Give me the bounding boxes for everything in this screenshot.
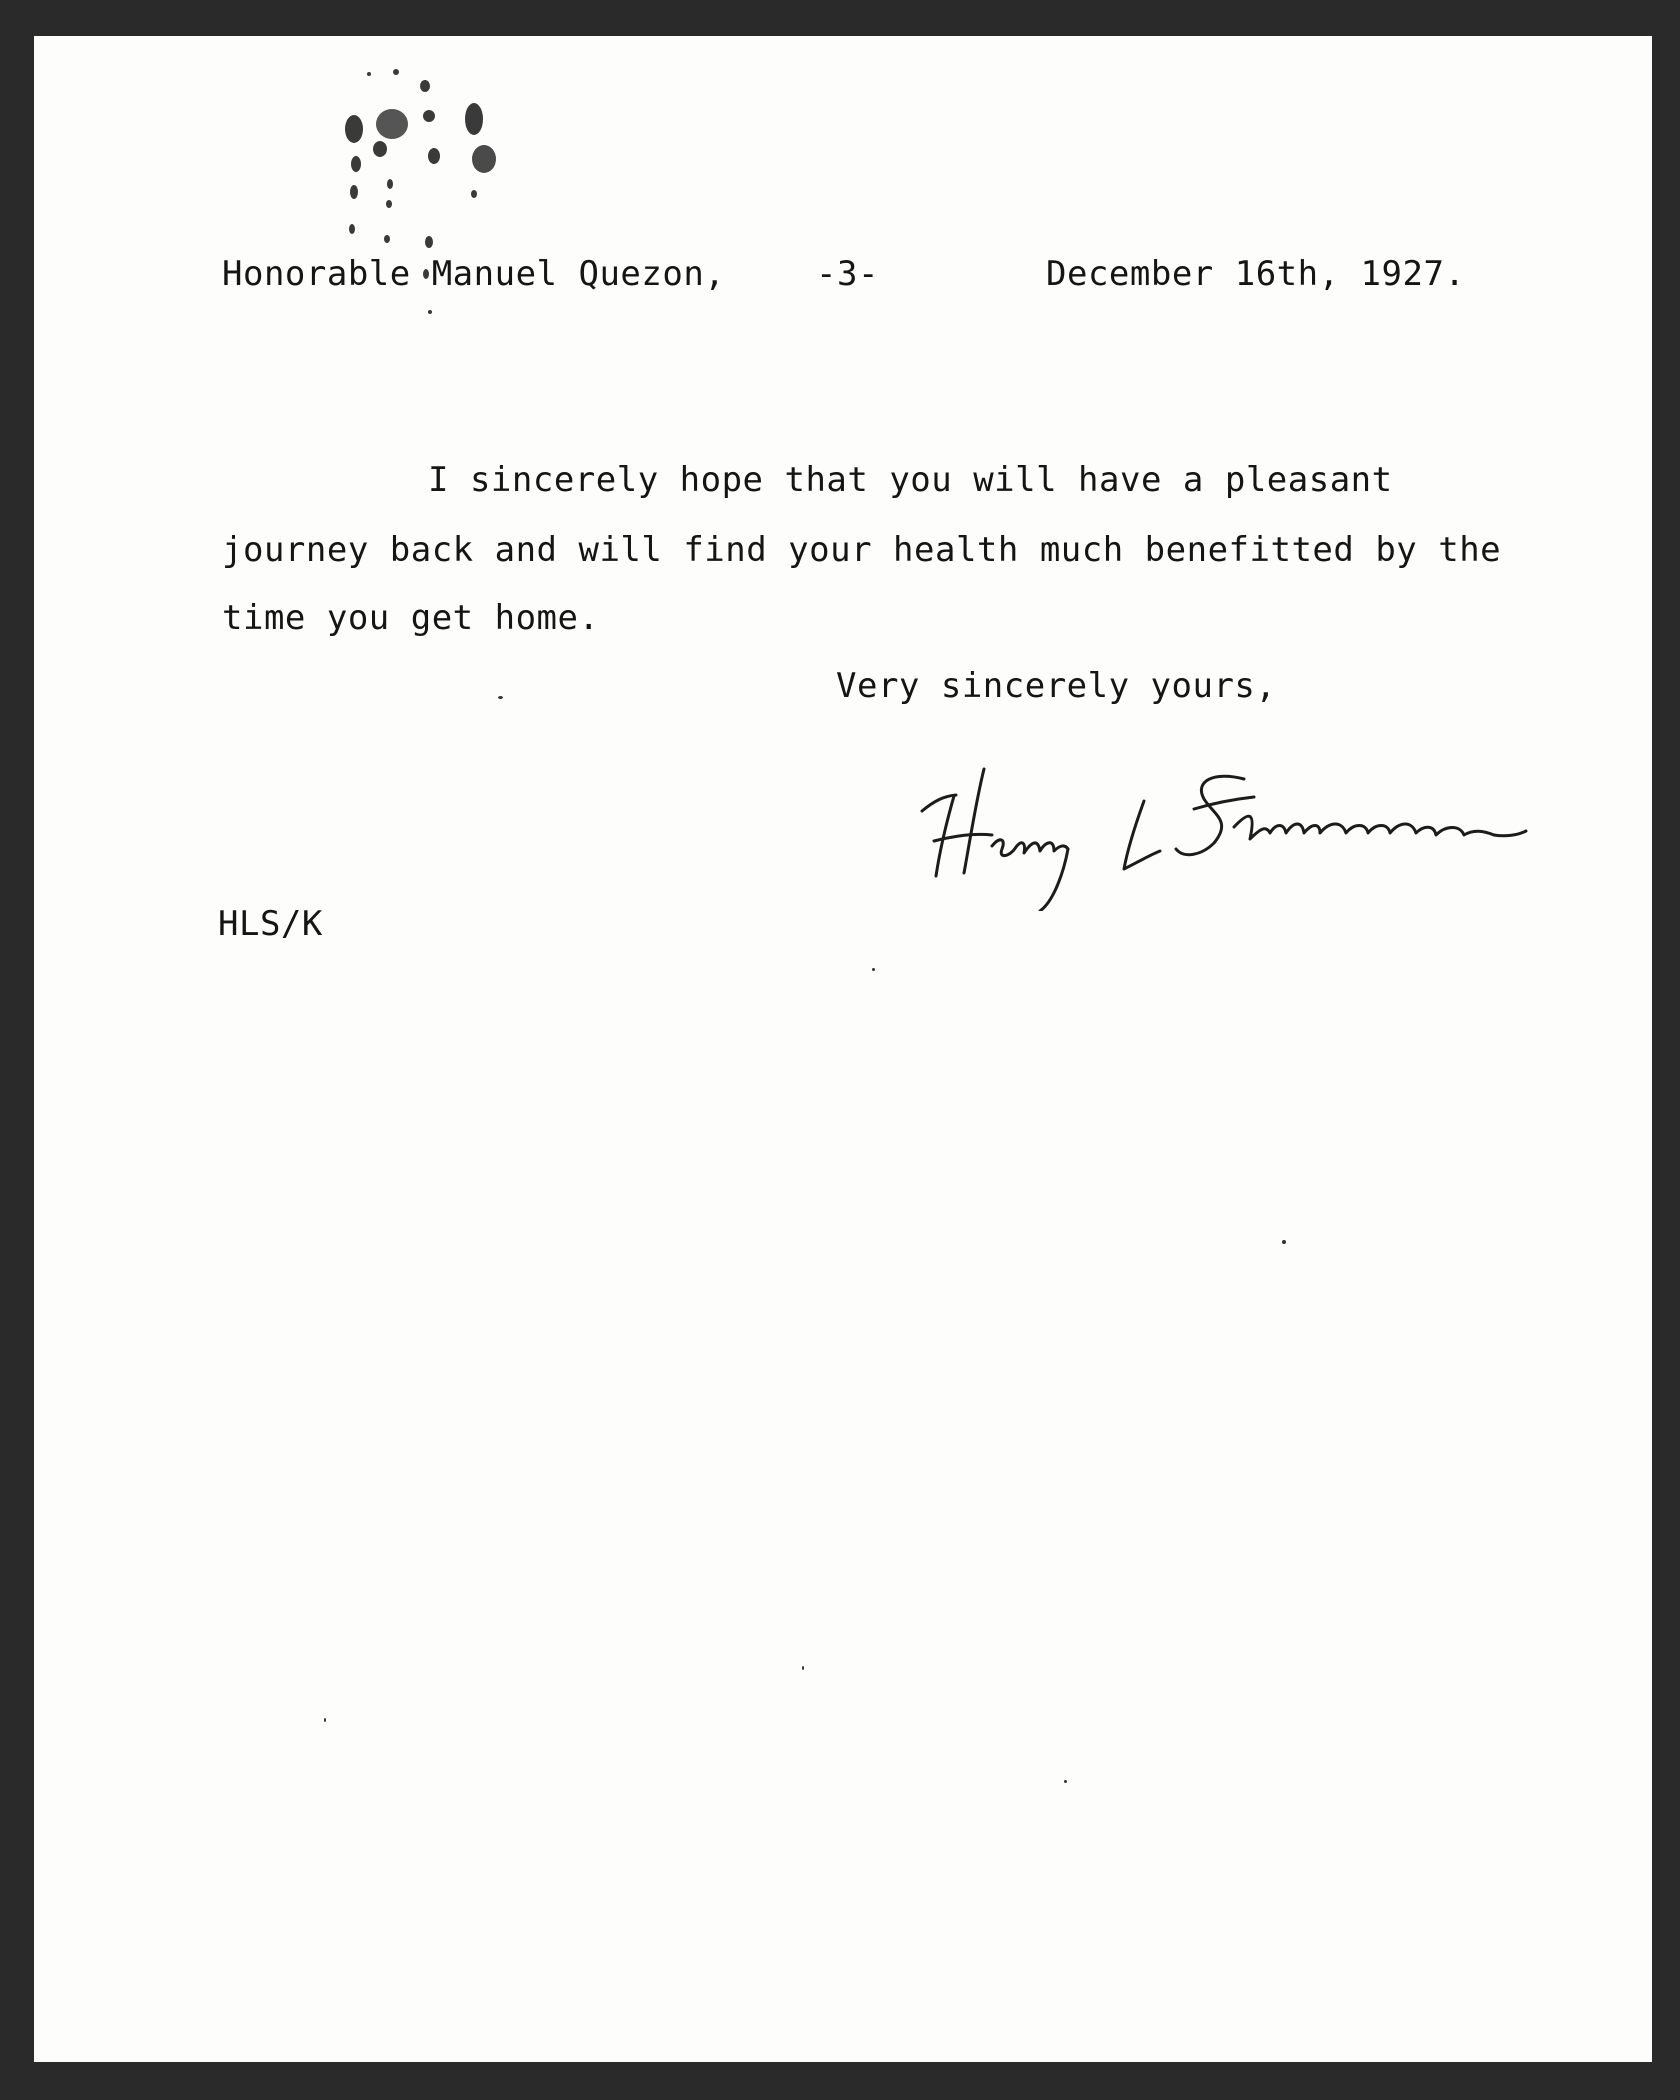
paper-speck — [872, 968, 875, 971]
paper-speck — [1282, 1240, 1286, 1244]
paper-speck — [1064, 1780, 1067, 1783]
closing-line: Very sincerely yours, — [836, 666, 1277, 706]
handwritten-signature — [914, 751, 1554, 911]
page-number: -3- — [816, 254, 879, 294]
paper-speck — [324, 1718, 326, 1722]
letter-page — [34, 36, 1652, 2062]
letter-date: December 16th, 1927. — [1046, 254, 1466, 294]
addressee-line: Honorable Manuel Quezon, — [222, 254, 726, 294]
paper-speck — [802, 1666, 804, 1670]
body-line-3: time you get home. — [222, 598, 600, 638]
paper-speck — [498, 696, 503, 699]
typist-initials: HLS/K — [218, 904, 323, 944]
body-line-1: I sincerely hope that you will have a pleasant — [428, 460, 1393, 500]
body-line-2: journey back and will find your health much benefitted by the — [222, 530, 1502, 570]
